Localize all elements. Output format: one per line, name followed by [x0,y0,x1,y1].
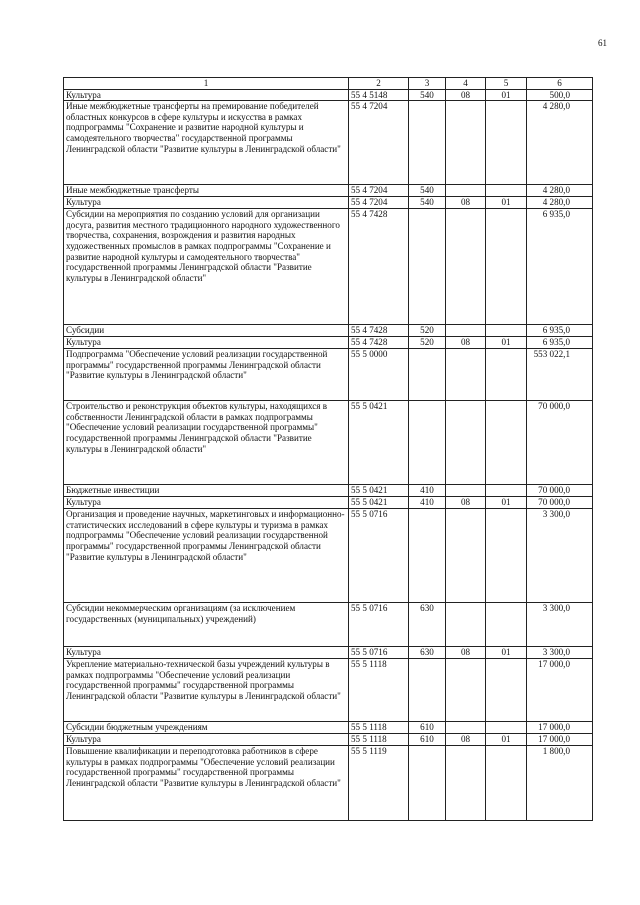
cell-sum: 1 800,0 [527,746,593,821]
cell-sum: 6 935,0 [527,209,593,325]
cell-sum: 6 935,0 [527,337,593,349]
header-cell: 5 [486,78,527,90]
cell-pr [486,509,527,603]
cell-vr [409,349,446,401]
cell-name: Субсидии [64,325,349,337]
cell-rz: 08 [446,89,486,101]
cell-name: Субсидии некоммерческим организациям (за исключением государственных (муниципальных) учреждений) [64,603,349,647]
table-row [64,197,593,209]
cell-name: Иные межбюджетные трансферты [64,185,349,197]
cell-vr: 520 [409,337,446,349]
cell-vr: 540 [409,89,446,101]
table-row [64,185,593,197]
cell-code: 55 5 0716 [349,603,409,647]
table-row [64,659,593,722]
cell-pr: 01 [486,197,527,209]
table-row [64,485,593,497]
table-row [64,401,593,485]
cell-code: 55 4 7204 [349,197,409,209]
cell-pr [486,101,527,185]
cell-rz [446,659,486,722]
cell-rz [446,209,486,325]
cell-sum: 17 000,0 [527,722,593,734]
cell-pr [486,209,527,325]
table-row [64,337,593,349]
cell-sum: 4 280,0 [527,197,593,209]
cell-pr [486,722,527,734]
cell-vr: 610 [409,722,446,734]
table-row [64,722,593,734]
cell-name: Культура [64,497,349,509]
cell-sum: 4 280,0 [527,185,593,197]
cell-code: 55 5 1118 [349,659,409,722]
cell-code: 55 5 1118 [349,722,409,734]
cell-vr: 630 [409,647,446,659]
table-row [64,89,593,101]
cell-rz [446,349,486,401]
cell-vr [409,746,446,821]
cell-rz: 08 [446,734,486,746]
table-row [64,603,593,647]
cell-sum: 6 935,0 [527,325,593,337]
budget-table [63,77,593,821]
cell-name: Субсидии бюджетным учреждениям [64,722,349,734]
cell-code: 55 4 7204 [349,185,409,197]
cell-name: Укрепление материально-технической базы учреждений культуры в рамках подпрограммы "Обеспечение условий реализации государственной программы" государственной программы Ленинградской области "Развитие культуры в Ленинградской области" [64,659,349,722]
cell-rz: 08 [446,497,486,509]
cell-sum: 3 300,0 [527,509,593,603]
cell-rz [446,325,486,337]
page-number: 61 [598,38,607,48]
cell-sum: 500,0 [527,89,593,101]
cell-code: 55 5 1118 [349,734,409,746]
cell-rz [446,101,486,185]
cell-code: 55 4 7428 [349,325,409,337]
cell-vr: 540 [409,197,446,209]
cell-name: Культура [64,734,349,746]
cell-pr [486,401,527,485]
cell-rz: 08 [446,197,486,209]
table-row [64,746,593,821]
cell-pr: 01 [486,337,527,349]
table-row [64,509,593,603]
cell-code: 55 5 0716 [349,647,409,659]
cell-vr [409,509,446,603]
cell-vr: 520 [409,325,446,337]
cell-vr: 610 [409,734,446,746]
cell-code: 55 5 0716 [349,509,409,603]
cell-vr: 410 [409,485,446,497]
cell-pr: 01 [486,734,527,746]
cell-name: Строительство и реконструкция объектов культуры, находящихся в собственности Ленинградской области в рамках подпрограммы "Обеспечение условий реализации государственной программы" государственной программы Ленинградской области "Развитие культуры в Ленинградской области" [64,401,349,485]
cell-code: 55 4 5148 [349,89,409,101]
cell-code: 55 5 0000 [349,349,409,401]
cell-sum: 70 000,0 [527,497,593,509]
cell-pr [486,746,527,821]
cell-vr [409,209,446,325]
cell-sum: 4 280,0 [527,101,593,185]
cell-sum: 70 000,0 [527,401,593,485]
cell-code: 55 4 7428 [349,209,409,325]
cell-sum: 17 000,0 [527,659,593,722]
cell-code: 55 5 0421 [349,497,409,509]
header-cell: 6 [527,78,593,90]
cell-vr [409,101,446,185]
table-row [64,647,593,659]
cell-rz [446,485,486,497]
cell-name: Организация и проведение научных, маркетинговых и информационно-статистических исследований в сфере культуры и туризма в рамках подпрограммы "Обеспечение условий реализации государственной программы" государственной программы Ленинградской области "Развитие культуры в Ленинградской области" [64,509,349,603]
cell-pr: 01 [486,497,527,509]
cell-name: Повышение квалификации и переподготовка работников в сфере культуры в рамках подпрограммы "Обеспечение условий реализации государственной программы" государственной программы Ленинградской области "Развитие культуры в Ленинградской области" [64,746,349,821]
cell-name: Культура [64,89,349,101]
cell-name: Культура [64,647,349,659]
cell-code: 55 5 0421 [349,401,409,485]
cell-code: 55 4 7204 [349,101,409,185]
cell-vr: 630 [409,603,446,647]
cell-rz [446,746,486,821]
header-cell: 3 [409,78,446,90]
cell-pr [486,349,527,401]
header-cell: 2 [349,78,409,90]
cell-rz [446,509,486,603]
cell-vr: 410 [409,497,446,509]
cell-vr [409,659,446,722]
cell-rz [446,401,486,485]
cell-vr: 540 [409,185,446,197]
cell-rz: 08 [446,647,486,659]
cell-pr [486,185,527,197]
cell-code: 55 4 7428 [349,337,409,349]
cell-pr [486,325,527,337]
cell-pr [486,485,527,497]
cell-rz: 08 [446,337,486,349]
cell-name: Субсидии на мероприятия по созданию условий для организации досуга, развития местного традиционного народного художественного творчества, сохранения, возрождения и развития народных художественных промыслов в рамках подпрограммы "Сохранение и развитие народной культуры и самодеятельного творчества" государственной программы Ленинградской области "Развитие культуры в Ленинградской области" [64,209,349,325]
table-row [64,734,593,746]
table-row [64,349,593,401]
table-body [64,89,593,821]
header-cell: 1 [64,78,349,90]
cell-pr [486,659,527,722]
cell-pr [486,603,527,647]
cell-pr: 01 [486,89,527,101]
cell-name: Бюджетные инвестиции [64,485,349,497]
cell-sum: 3 300,0 [527,647,593,659]
cell-sum: 553 022,1 [527,349,593,401]
header-cell: 4 [446,78,486,90]
cell-sum: 3 300,0 [527,603,593,647]
table-row [64,325,593,337]
cell-name: Подпрограмма "Обеспечение условий реализации государственной программы" государственной программы Ленинградской области "Развитие культуры в Ленинградской области" [64,349,349,401]
cell-rz [446,603,486,647]
cell-rz [446,185,486,197]
cell-sum: 17 000,0 [527,734,593,746]
table-row [64,497,593,509]
cell-pr: 01 [486,647,527,659]
cell-name: Иные межбюджетные трансферты на премирование победителей областных конкурсов в сфере культуры и искусства в рамках подпрограммы "Сохранение и развитие народной культуры и самодеятельного творчества" государственной программы Ленинградской области "Развитие культуры в Ленинградской области" [64,101,349,185]
table-row [64,209,593,325]
cell-code: 55 5 1119 [349,746,409,821]
cell-code: 55 5 0421 [349,485,409,497]
cell-sum: 70 000,0 [527,485,593,497]
table-header-row [64,78,593,90]
cell-name: Культура [64,337,349,349]
table-row [64,101,593,185]
cell-vr [409,401,446,485]
cell-name: Культура [64,197,349,209]
cell-rz [446,722,486,734]
